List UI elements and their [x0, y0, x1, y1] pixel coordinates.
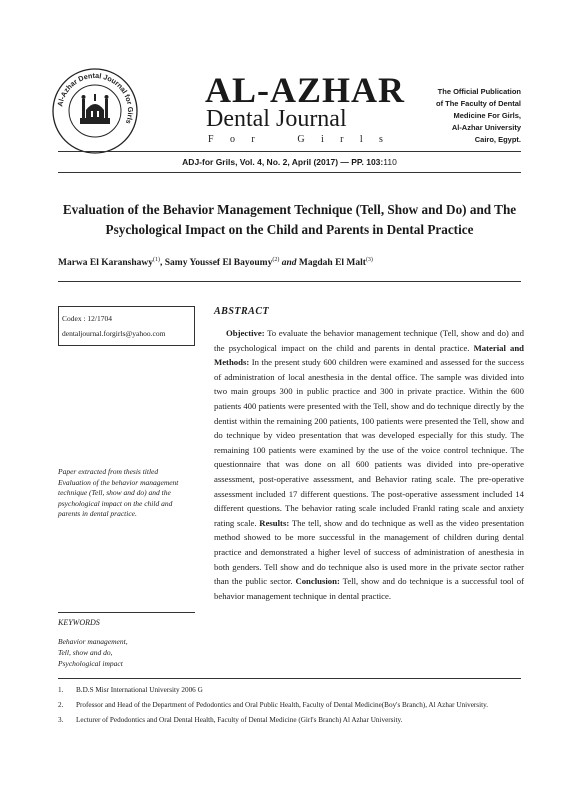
journal-subtitle: Dental Journal — [206, 106, 347, 132]
header-rule-bottom — [58, 172, 521, 173]
results-label: Results: — [259, 517, 290, 528]
author-line: Marwa El Karanshawy$^{(1)}$, Samy Youssef El Bayoumy$^{(2)}$ and Magdah El Malt$^{(3)}$ — [58, 257, 373, 269]
abstract-body — [214, 326, 524, 603]
header-rule-top — [58, 151, 521, 152]
conclusion-text: Tell, show and do technique is a successful tool of behavior management technique in dental practice. — [214, 576, 524, 601]
journal-logo — [50, 66, 140, 156]
conclusion-label: Conclusion: — [295, 576, 340, 587]
footnote-rule — [58, 678, 521, 679]
contact-email: dentaljournal.forgirls@yahoo.com — [62, 329, 166, 338]
keywords-list — [58, 636, 128, 669]
citation-line: ADJ-for Grils, Vol. 4, No. 2, April (2017) — PP. 103:110 — [182, 157, 397, 167]
footnote-item: 3. Lecturer of Pedodontics and Oral Dental Health, Faculty of Dental Medicine (Girl's Branch) Al Azhar University. — [58, 716, 403, 724]
codex-number: Codex : 12/1704 — [62, 314, 112, 323]
results-text: The tell, show and do technique as well as the video presentation method showed to be more successful in the management of children during dental practice and demonstrated a higher level of success of administration of anesthesia in both genders. Tell show and do technique also is used more in the private sector rather than the public sector. — [214, 517, 524, 587]
objective-label: Objective: — [226, 328, 265, 338]
objective-text: To evaluate the behavior management technique (Tell, show and do) and the psychological impact on the child and parents in dental practice. — [214, 328, 524, 353]
footnote-item: 2. Professor and Head of the Department of Pedodontics and Oral Public Health, Faculty of Dental Medicine(Boy's Branch), Al Azhar University. — [58, 701, 489, 709]
footnote-item: 1. B.D.S Misr International University 2006 G — [58, 686, 203, 694]
publisher-info: The Official Publication of The Faculty of Dental Medicine For Girls, Al-Azhar University Cairo, Egypt. — [435, 87, 521, 144]
keyword-item: Psychological impact — [58, 659, 123, 668]
keyword-item: Behavior management, — [58, 637, 128, 646]
keyword-item: Tell, show and do, — [58, 648, 113, 657]
logo-ring-text: Al-Azhar Dental Journal for Girls — [55, 70, 136, 126]
keywords-rule — [58, 612, 195, 613]
abstract-heading: ABSTRACT — [214, 306, 270, 317]
journal-name: AL-AZHAR — [205, 70, 406, 110]
authors-rule — [58, 281, 521, 282]
article-title: Evaluation of the Behavior Management Technique (Tell, Show and Do) and The Psychological Impact on the Child and Parents in Dental Practice — [62, 202, 517, 237]
methods-label: Material and Methods: — [214, 342, 525, 368]
keywords-heading: KEYWORDS — [58, 618, 100, 627]
footnotes — [58, 685, 521, 730]
methods-text: In the present study 600 children were examined and assessed for the success of administration of local anesthesia in the dental office. The sample was divided into two main groups 300 in public practice and 300 in private practice. Within the 600 patients 400 patients were presented with the Tell, show and do technique directly by the dentist within the remaining 200 patients, 100 patients were presented the Tell, show and do technique by video presentation that was developed especially for this study. The remaining 100 patients were examined by the use of the voice control technique. The questionnaire that was done on all 600 patients was divided into pre-operative assessment, post-operative assessment, and Behavior rating scale. The pre-operative assessment included 17 different questions. The post-operative assessment included 14 different questions. The behavior rating scale included Frankl rating scale and anxiety rating scale. — [214, 357, 524, 528]
codex-box — [58, 306, 195, 346]
journal-for-girls: F o r G i r l s — [208, 134, 383, 145]
thesis-note: Paper extracted from thesis titled Evaluation of the behavior management technique (Tell, show and do) and the psychological impact on the child and parents in dental practice. — [58, 467, 179, 518]
